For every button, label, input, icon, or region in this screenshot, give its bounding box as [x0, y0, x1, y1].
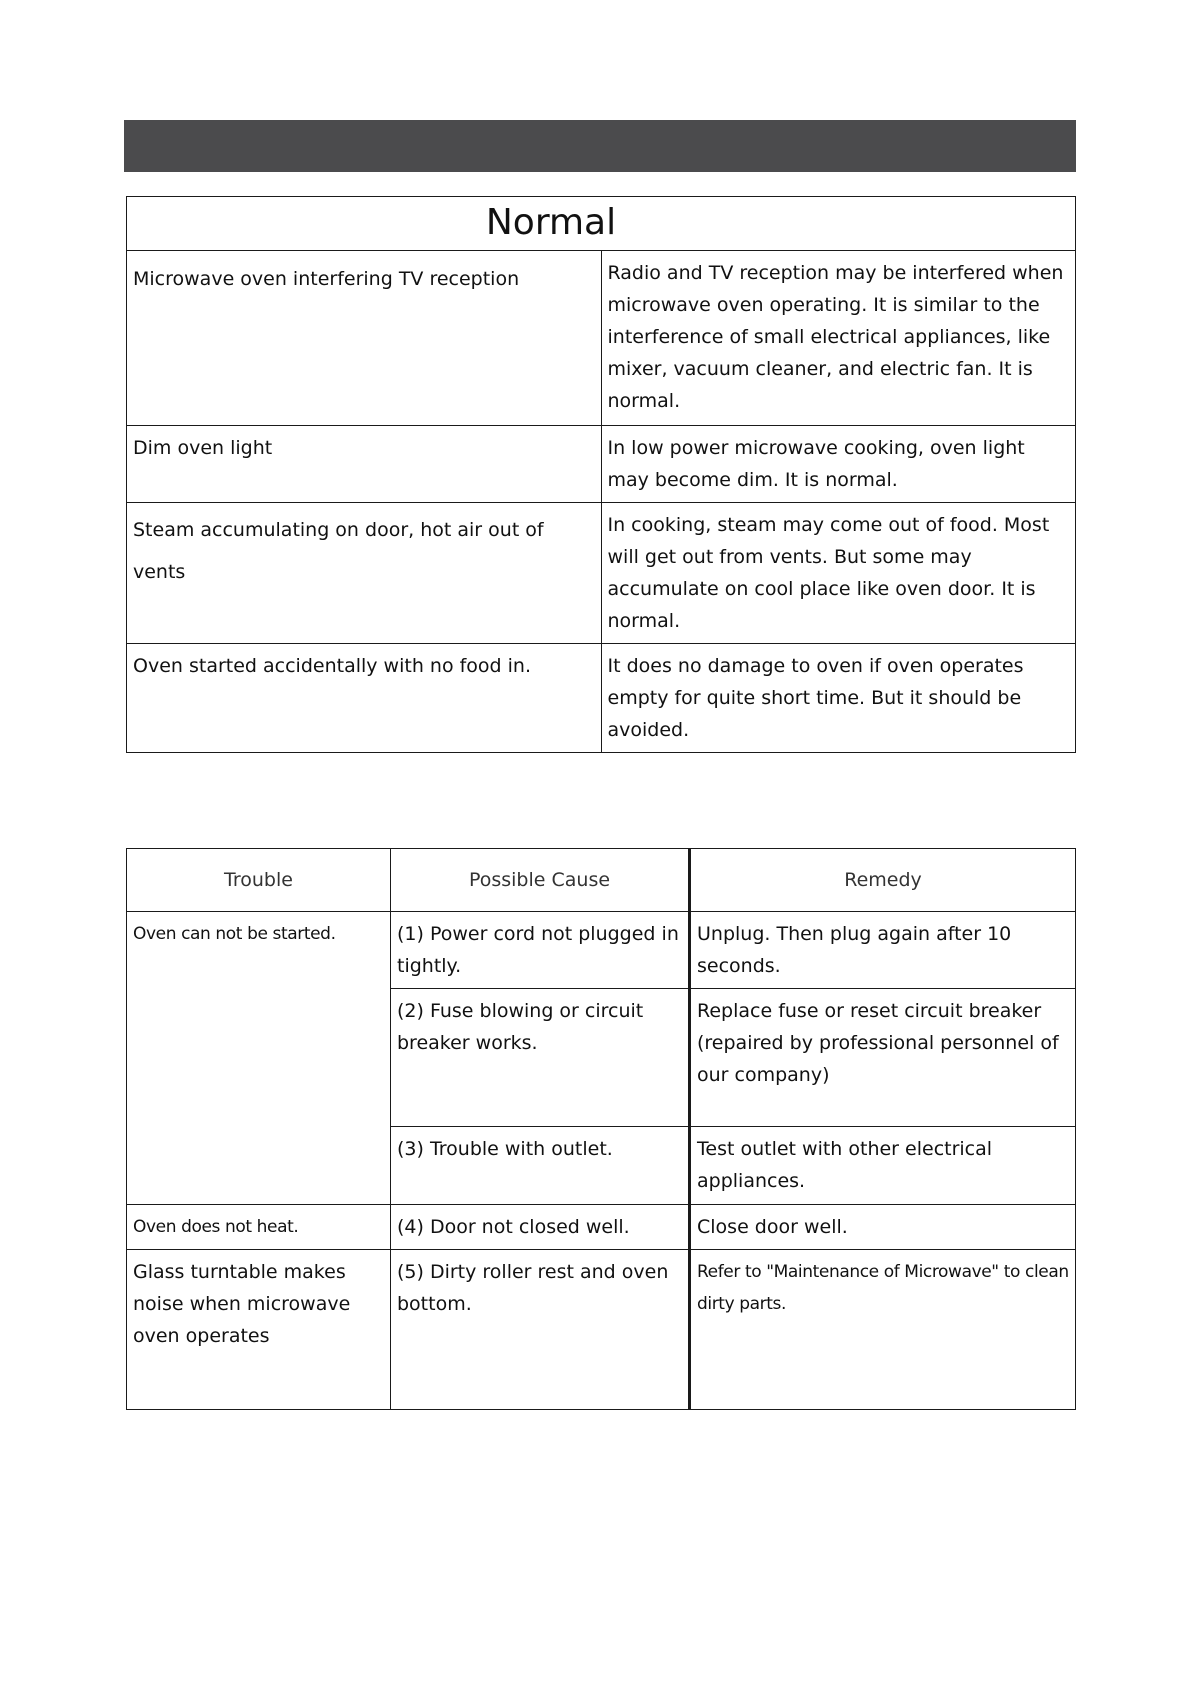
normal-row	[127, 251, 1076, 426]
troubleshooting-table	[126, 848, 1076, 1410]
remedy-cell: Replace fuse or reset circuit breaker (repaired by professional personnel of our company)	[690, 989, 1076, 1127]
table-row	[127, 1205, 1076, 1250]
normal-row	[127, 503, 1076, 644]
cause-cell: (1) Power cord not plugged in tightly.	[391, 912, 690, 989]
table-row	[127, 1250, 1076, 1410]
remedy-cell: Refer to "Maintenance of Microwave" to clean dirty parts.	[690, 1250, 1076, 1410]
trouble-column-header: Trouble	[127, 849, 391, 912]
remedy-cell: Test outlet with other electrical appliances.	[690, 1127, 1076, 1205]
normal-explanation-cell: In cooking, steam may come out of food. Most will get out from vents. But some may accumulate on cool place like oven door. It is normal.	[601, 503, 1076, 644]
normal-issue-cell: Oven started accidentally with no food in.	[127, 644, 602, 753]
troubleshooting-header-row	[127, 849, 1076, 912]
normal-issue-cell: Microwave oven interfering TV reception	[127, 251, 602, 426]
trouble-cell: Oven can not be started.	[127, 912, 391, 1205]
normal-issue-cell: Dim oven light	[127, 426, 602, 503]
section-header-bar	[124, 120, 1076, 172]
normal-issue-cell: Steam accumulating on door, hot air out of vents	[127, 503, 602, 644]
normal-row	[127, 426, 1076, 503]
cause-cell: (4) Door not closed well.	[391, 1205, 690, 1250]
normal-explanation-cell: In low power microwave cooking, oven light may become dim. It is normal.	[601, 426, 1076, 503]
normal-explanation-cell: Radio and TV reception may be interfered when microwave oven operating. It is similar to the interference of small electrical appliances, like mixer, vacuum cleaner, and electric fan. It is normal.	[601, 251, 1076, 426]
cause-column-header: Possible Cause	[391, 849, 690, 912]
normal-table-title	[127, 197, 1076, 251]
trouble-cell: Glass turntable makes noise when microwave oven operates	[127, 1250, 391, 1410]
normal-explanation-cell: It does no damage to oven if oven operates empty for quite short time. But it should be avoided.	[601, 644, 1076, 753]
trouble-cell: Oven does not heat.	[127, 1205, 391, 1250]
normal-title-text: Normal	[485, 202, 617, 243]
remedy-cell: Close door well.	[690, 1205, 1076, 1250]
table-row	[127, 912, 1076, 989]
remedy-column-header: Remedy	[690, 849, 1076, 912]
normal-conditions-table	[126, 196, 1076, 753]
cause-cell: (5) Dirty roller rest and oven bottom.	[391, 1250, 690, 1410]
remedy-cell: Unplug. Then plug again after 10 seconds.	[690, 912, 1076, 989]
cause-cell: (2) Fuse blowing or circuit breaker works.	[391, 989, 690, 1127]
normal-row	[127, 644, 1076, 753]
cause-cell: (3) Trouble with outlet.	[391, 1127, 690, 1205]
